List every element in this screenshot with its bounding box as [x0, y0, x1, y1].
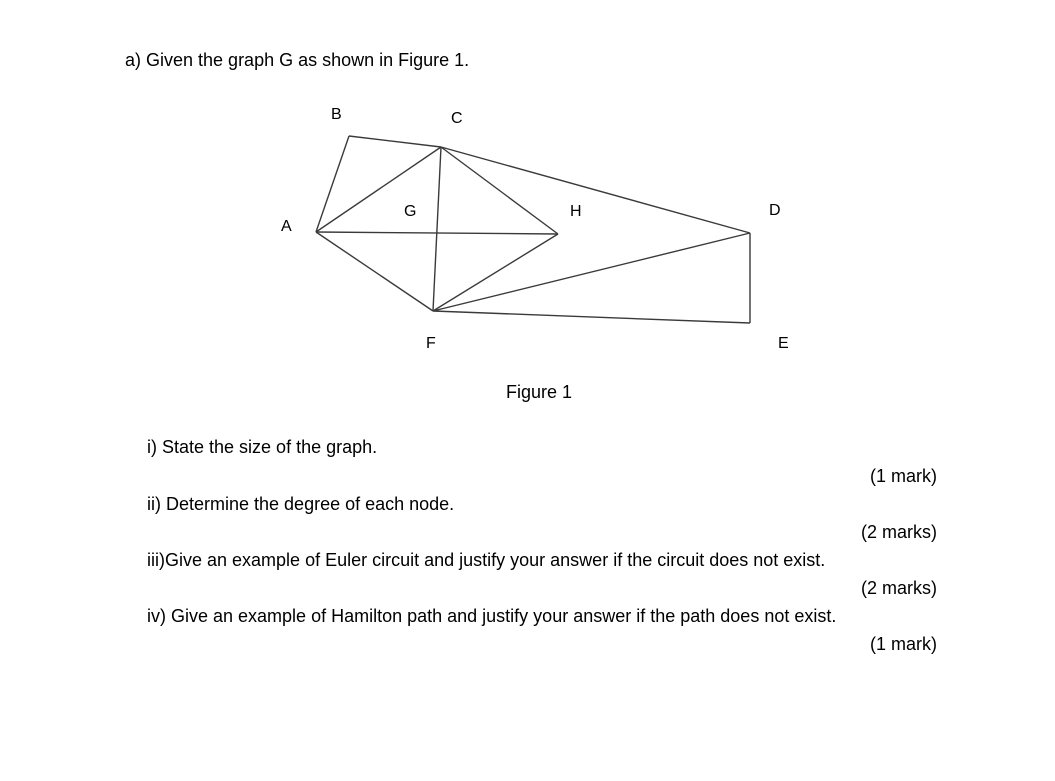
edge-c-d	[441, 147, 750, 233]
edge-b-c	[349, 136, 441, 147]
edge-a-f	[316, 232, 433, 311]
marks-part-2: (2 marks)	[861, 522, 937, 542]
vertex-label-g: G	[404, 203, 417, 220]
edge-f-h	[433, 234, 558, 311]
vertex-label-c: C	[451, 110, 463, 127]
marks-part-1: (1 mark)	[870, 466, 937, 486]
marks-part-4: (1 mark)	[870, 634, 937, 654]
question-intro: a) Given the graph G as shown in Figure 1.	[125, 50, 470, 70]
edge-c-f	[433, 147, 441, 311]
vertex-label-h: H	[570, 203, 582, 220]
edge-f-d	[433, 233, 750, 311]
edge-a-c	[316, 147, 441, 232]
question-part-3: iii)Give an example of Euler circuit and justify your answer if the circuit does not exist.	[147, 550, 826, 570]
vertex-label-b: B	[331, 106, 342, 123]
vertex-label-e: E	[778, 335, 789, 352]
edge-a-b	[316, 136, 349, 232]
vertex-label-f: F	[426, 335, 436, 352]
question-part-1: i) State the size of the graph.	[147, 437, 378, 457]
question-part-2: ii) Determine the degree of each node.	[147, 494, 455, 514]
vertex-label-a: A	[281, 218, 292, 235]
marks-part-3: (2 marks)	[861, 578, 937, 598]
figure-caption: Figure 1	[506, 382, 573, 402]
question-part-4: iv) Give an example of Hamilton path and justify your answer if the path does not exist.	[147, 606, 837, 626]
vertex-label-d: D	[769, 202, 781, 219]
edge-c-h	[441, 147, 558, 234]
edge-f-e	[433, 311, 750, 323]
